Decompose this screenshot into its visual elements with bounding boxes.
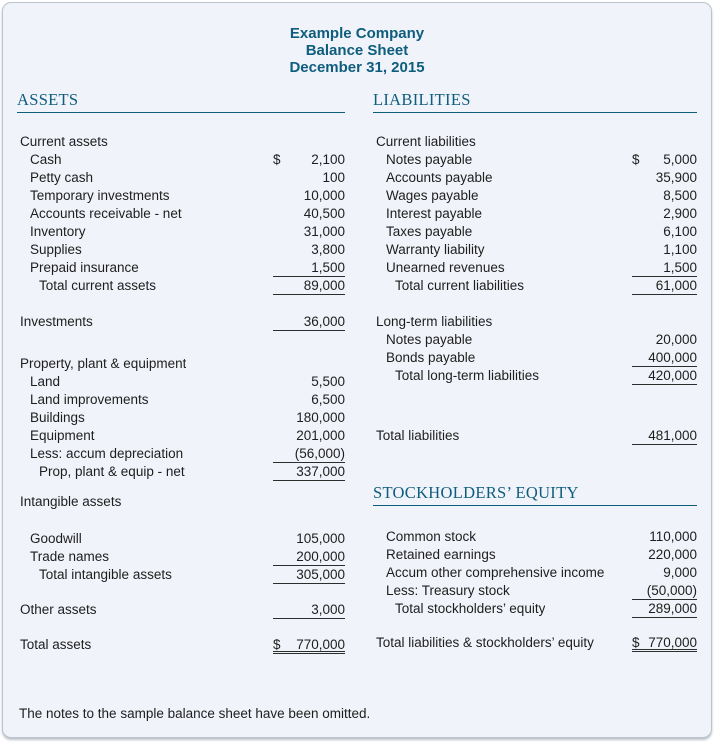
line-item-row (373, 151, 697, 169)
amount-value: 36,000 (303, 314, 345, 329)
line-item-label: Goodwill (30, 531, 82, 546)
line-item-row (17, 355, 345, 373)
report-title-block (3, 3, 711, 76)
liabilities-heading: LIABILITIES (373, 92, 697, 113)
report-date: December 31, 2015 (289, 59, 425, 76)
line-item-amount (273, 445, 345, 463)
line-item-amount (273, 566, 345, 584)
amount-value: 1,100 (663, 242, 697, 257)
line-item-amount (273, 636, 345, 654)
line-item-label: Inventory (30, 224, 86, 239)
company-name: Example Company (289, 25, 425, 42)
line-item-label: Notes payable (386, 332, 473, 347)
line-item-row (17, 373, 345, 391)
line-item-label: Temporary investments (30, 188, 170, 203)
stockholders-equity-heading: STOCKHOLDERS’ EQUITY (373, 485, 697, 506)
line-item-row (17, 493, 345, 511)
line-item-label: Total current liabilities (395, 278, 525, 293)
line-item-row (373, 367, 697, 385)
amount-value: 770,000 (296, 637, 345, 652)
line-item-label: Accounts payable (386, 170, 493, 185)
line-item-row (17, 409, 345, 427)
line-item-label: Total liabilities (376, 428, 460, 443)
line-item-amount (273, 409, 345, 427)
amount-value: 6,100 (663, 224, 697, 239)
line-item-amount (273, 259, 345, 277)
amount-value: 6,500 (311, 392, 345, 407)
line-item-row (373, 277, 697, 295)
line-item-label: Total liabilities & stockholders’ equity (376, 635, 594, 650)
dollar-sign: $ (632, 635, 640, 650)
spacer (17, 511, 345, 530)
line-item-label: Prop, plant & equip - net (39, 464, 185, 479)
line-item-label: Bonds payable (386, 350, 476, 365)
line-item-row (17, 530, 345, 548)
line-item-amount (632, 528, 697, 546)
spacer (17, 584, 345, 601)
line-item-amount (273, 187, 345, 205)
amount-value: 1,500 (663, 260, 697, 275)
line-item-amount (273, 427, 345, 445)
line-item-row (17, 277, 345, 295)
line-item-row (373, 564, 697, 582)
line-item-row (17, 427, 345, 445)
footnote: The notes to the sample balance sheet have been omitted. (19, 706, 371, 721)
line-item-label: Retained earnings (386, 547, 496, 562)
amount-value: 89,000 (303, 278, 345, 293)
line-item-amount (632, 205, 697, 223)
dollar-sign: $ (273, 637, 281, 652)
line-item-amount (632, 259, 697, 277)
line-item-label: Investments (20, 314, 93, 329)
line-item-row (373, 205, 697, 223)
line-item-amount (273, 241, 345, 259)
line-item-row (373, 528, 697, 546)
line-item-row (17, 445, 345, 463)
amount-value: 1,500 (311, 260, 345, 275)
line-item-amount (632, 634, 697, 652)
line-item-row (17, 223, 345, 241)
amount-value: 481,000 (648, 428, 697, 443)
line-item-amount (273, 223, 345, 241)
line-item-label: Property, plant & equipment (20, 356, 187, 371)
line-item-label: Cash (30, 152, 62, 167)
line-item-label: Buildings (30, 410, 85, 425)
amount-value: 2,900 (663, 206, 697, 221)
line-item-amount (632, 564, 697, 582)
line-item-amount (632, 349, 697, 367)
line-item-amount (273, 548, 345, 566)
line-item-row (373, 600, 697, 618)
line-item-row (17, 636, 345, 654)
line-item-row (373, 187, 697, 205)
amount-value: 5,500 (311, 374, 345, 389)
line-item-row (373, 634, 697, 652)
amount-value: 9,000 (663, 565, 697, 580)
amount-value: 20,000 (655, 332, 697, 347)
line-item-row (373, 259, 697, 277)
assets-column (17, 92, 345, 654)
amount-value: 420,000 (648, 368, 697, 383)
balance-sheet-card (2, 2, 712, 738)
spacer (17, 295, 345, 313)
dollar-sign: $ (632, 152, 640, 167)
line-item-row (373, 349, 697, 367)
line-item-label: Less: Treasury stock (386, 583, 510, 598)
line-item-amount (632, 600, 697, 618)
line-item-row (373, 133, 697, 151)
line-item-amount (632, 277, 697, 295)
line-item-amount (273, 205, 345, 223)
line-item-row (373, 427, 697, 445)
line-item-label: Current assets (20, 134, 108, 149)
line-item-label: Petty cash (30, 170, 94, 185)
line-item-amount (273, 277, 345, 295)
line-item-label: Total stockholders’ equity (395, 601, 546, 616)
amount-value: 180,000 (296, 410, 345, 425)
line-item-row (373, 223, 697, 241)
line-item-label: Total long-term liabilities (395, 368, 540, 383)
line-item-row (17, 313, 345, 331)
amount-value: 289,000 (648, 601, 697, 616)
line-item-label: Less: accum depreciation (30, 446, 184, 461)
line-item-row (373, 241, 697, 259)
line-item-row (17, 205, 345, 223)
line-item-row (17, 601, 345, 619)
amount-value: 35,900 (655, 170, 697, 185)
line-item-row (17, 151, 345, 169)
line-item-row (17, 259, 345, 277)
line-item-amount (273, 169, 345, 187)
line-item-amount (273, 530, 345, 548)
line-item-amount (632, 223, 697, 241)
spacer (17, 619, 345, 636)
amount-value: 8,500 (663, 188, 697, 203)
line-item-row (373, 169, 697, 187)
line-item-amount (273, 601, 345, 619)
amount-value: 40,500 (303, 206, 345, 221)
line-item-amount (632, 331, 697, 349)
line-item-row (373, 582, 697, 600)
line-item-amount (632, 367, 697, 385)
line-item-label: Prepaid insurance (30, 260, 139, 275)
line-item-amount (273, 151, 345, 169)
line-item-row (17, 463, 345, 481)
line-item-row (17, 391, 345, 409)
amount-value: 105,000 (296, 531, 345, 546)
amount-value: 10,000 (303, 188, 345, 203)
columns-container (3, 76, 711, 654)
line-item-amount (632, 151, 697, 169)
line-item-row (373, 546, 697, 564)
amount-value: 5,000 (663, 152, 697, 167)
line-item-row (17, 548, 345, 566)
amount-value: 201,000 (296, 428, 345, 443)
spacer (373, 445, 697, 485)
line-item-row (17, 169, 345, 187)
amount-value: 337,000 (296, 464, 345, 479)
line-item-label: Wages payable (386, 188, 479, 203)
line-item-label: Total intangible assets (39, 567, 172, 582)
line-item-label: Unearned revenues (386, 260, 505, 275)
line-item-label: Interest payable (386, 206, 483, 221)
amount-value: (56,000) (294, 446, 345, 461)
line-item-amount (273, 313, 345, 331)
line-item-label: Supplies (30, 242, 82, 257)
line-item-amount (273, 391, 345, 409)
line-item-amount (632, 427, 697, 445)
line-item-row (373, 313, 697, 331)
line-item-label: Common stock (386, 529, 477, 544)
amount-value: 110,000 (649, 529, 697, 544)
amount-value: 200,000 (296, 549, 345, 564)
spacer (17, 481, 345, 493)
line-item-label: Notes payable (386, 152, 473, 167)
line-item-label: Current liabilities (376, 134, 476, 149)
line-item-label: Accum other comprehensive income (386, 565, 605, 580)
amount-value: 61,000 (655, 278, 697, 293)
amount-value: 31,000 (303, 224, 345, 239)
line-item-amount (632, 241, 697, 259)
amount-value: 770,000 (648, 635, 697, 650)
line-item-row (17, 187, 345, 205)
amount-value: (50,000) (646, 583, 697, 598)
line-item-label: Other assets (20, 602, 97, 617)
amount-value: 220,000 (648, 547, 697, 562)
assets-heading: ASSETS (17, 92, 345, 113)
line-item-amount (632, 546, 697, 564)
line-item-amount (273, 463, 345, 481)
amount-value: 400,000 (648, 350, 697, 365)
line-item-row (17, 241, 345, 259)
line-item-label: Long-term liabilities (376, 314, 493, 329)
amount-value: 100 (322, 170, 345, 185)
line-item-row (17, 133, 345, 151)
line-item-label: Accounts receivable - net (30, 206, 182, 221)
line-item-row (17, 566, 345, 584)
line-item-label: Land (30, 374, 61, 389)
line-item-label: Total assets (20, 637, 92, 652)
amount-value: 2,100 (311, 152, 345, 167)
line-item-amount (632, 187, 697, 205)
line-item-label: Intangible assets (20, 494, 122, 509)
amount-value: 305,000 (296, 567, 345, 582)
spacer (373, 295, 697, 313)
amount-value: 3,800 (311, 242, 345, 257)
line-item-amount (273, 373, 345, 391)
line-item-label: Taxes payable (386, 224, 473, 239)
line-item-label: Land improvements (30, 392, 149, 407)
dollar-sign: $ (273, 152, 281, 167)
amount-value: 3,000 (311, 602, 345, 617)
line-item-label: Total current assets (39, 278, 157, 293)
line-item-amount (632, 582, 697, 600)
line-item-amount (632, 169, 697, 187)
spacer (373, 618, 697, 634)
line-item-label: Equipment (30, 428, 95, 443)
spacer (373, 385, 697, 427)
report-name: Balance Sheet (305, 42, 409, 59)
line-item-row (373, 331, 697, 349)
line-item-label: Warranty liability (386, 242, 485, 257)
spacer (17, 331, 345, 355)
line-item-label: Trade names (30, 549, 110, 564)
liabilities-equity-column (373, 92, 697, 654)
